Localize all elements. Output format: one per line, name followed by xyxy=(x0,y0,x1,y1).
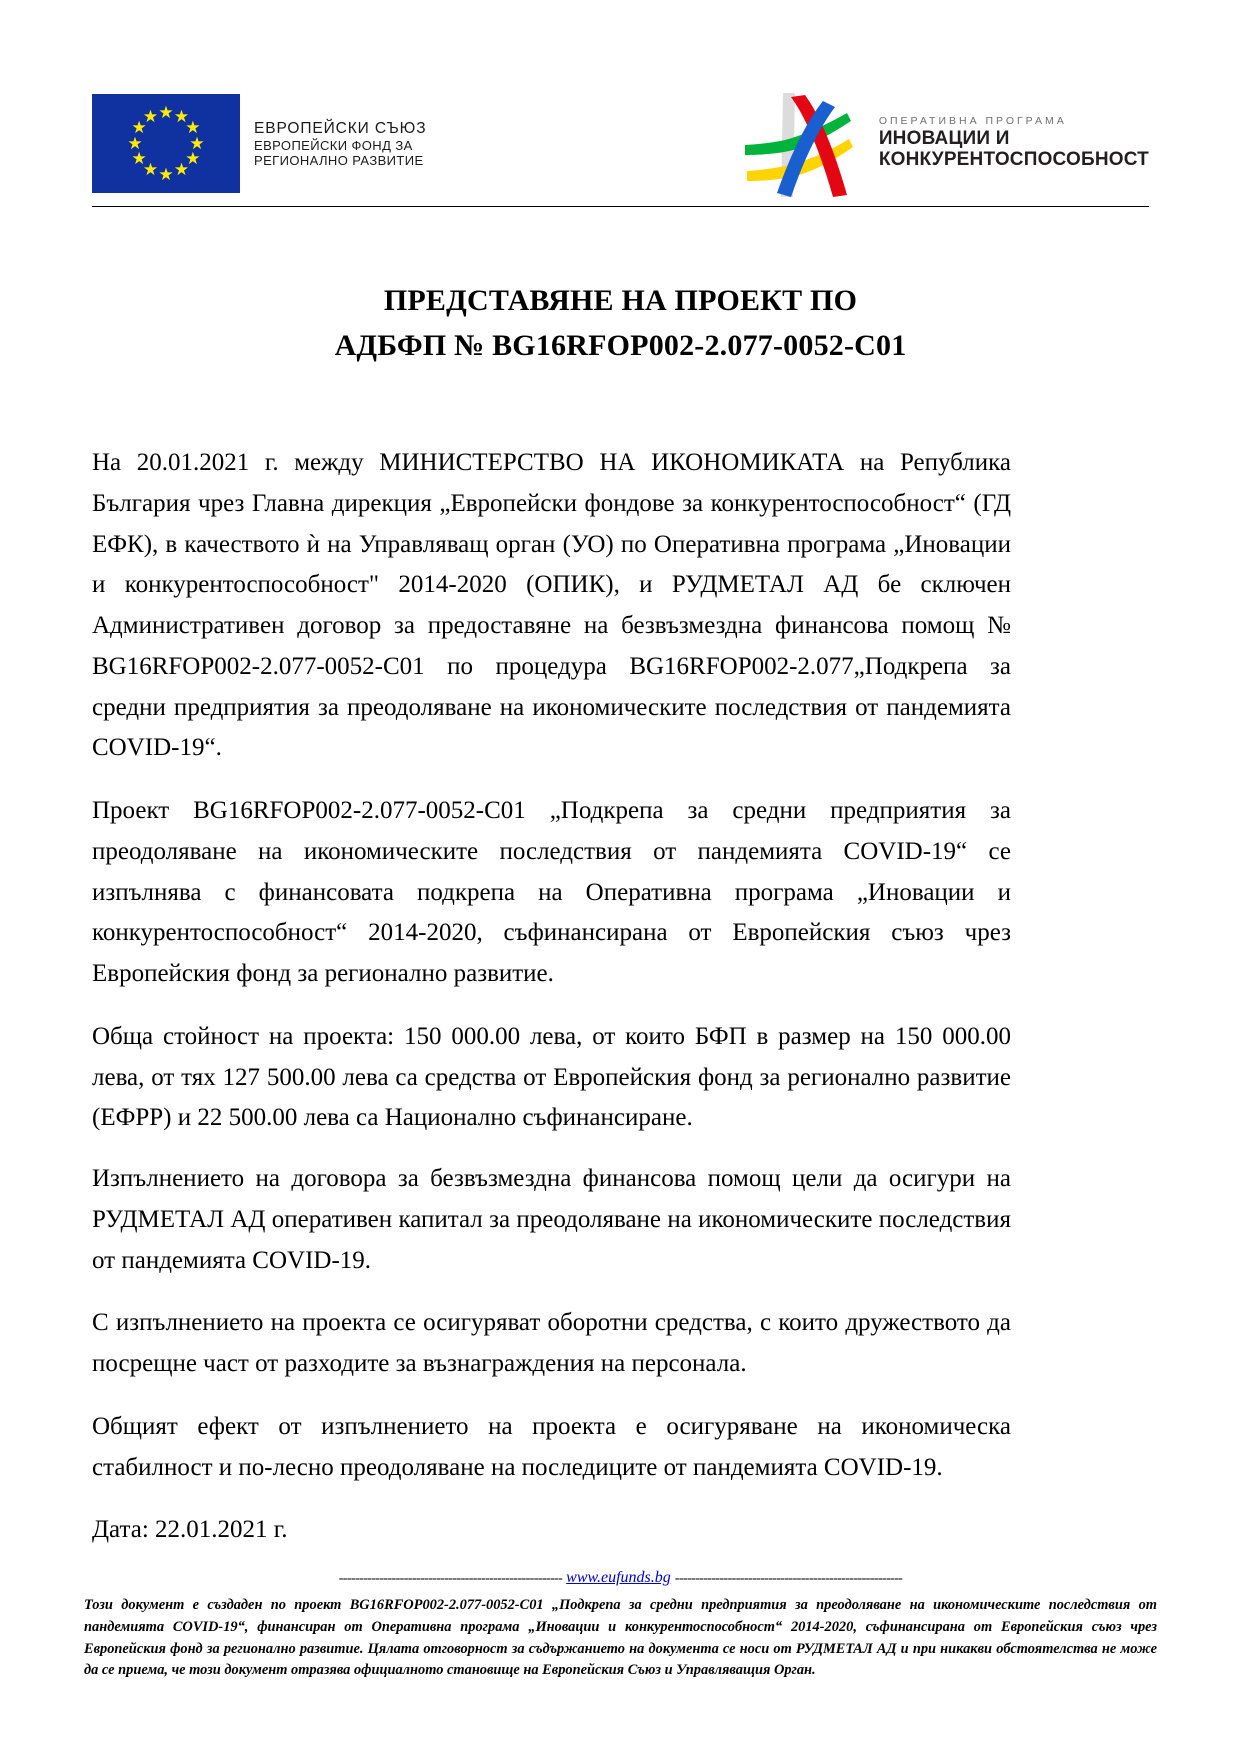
eu-star-icon: ★ xyxy=(173,160,190,180)
eu-star-icon: ★ xyxy=(185,149,201,168)
footer-disclaimer: Този документ е създаден по проект BG16RFOP002-2.077-0052-C01 „Подкрепа за средни предприятия за преодоляване на икономическите последствия от пандемията COVID-19“, финансиран от Оперативна програма „Иновации и конкурентоспособност“ 2014-2020, съфинансирана от Европейския съюз чрез Европейския фонд за регионално развитие. Цялата отговорност за съдържанието на документа се носи от РУДМЕТАЛ АД и при никакви обстоятелства не може да се приема, че този документ отразява официалното становище на Европейския Съюз и Управляващия Орган. xyxy=(84,1596,1157,1679)
eu-star-icon: ★ xyxy=(185,118,201,137)
eu-star-icon: ★ xyxy=(127,133,143,153)
eu-flag-icon xyxy=(92,94,240,193)
eu-star-icon: ★ xyxy=(158,164,174,184)
eu-star-icon: ★ xyxy=(173,106,190,126)
page-title-line1: ПРЕДСТАВЯНЕ НА ПРОЕКТ ПО xyxy=(383,284,858,317)
body-paragraph: На 20.01.2021 г. между МИНИСТЕРСТВО НА ИКОНОМИКАТА на Република България чрез Главна дирекция „Европейски фондове за конкурентоспособност“ (ГД ЕФК), в качеството ѝ на Управляващ орган (УО) по Оперативна програма „Иновации и конкурентоспособност" 2014-2020 (ОПИК), и РУДМЕТАЛ АД бе сключен Административен договор за предоставяне на безвъзмездна финансова помощ № BG16RFOP002-2.077-0052-C01 по процедура BG16RFOP002-2.077„Подкрепа за средни предприятия за преодоляване на икономическите последствия от пандемията COVID-19“. xyxy=(92,449,1011,762)
footer-separator xyxy=(84,1568,1157,1588)
eu-logo-line3: РЕГИОНАЛНО РАЗВИТИЕ xyxy=(254,153,424,169)
eu-logo-text xyxy=(254,118,426,169)
eu-logo-line1: ЕВРОПЕЙСКИ СЪЮЗ xyxy=(254,119,427,137)
opik-logo-block xyxy=(739,87,1149,199)
eufunds-link[interactable]: www.eufunds.bg xyxy=(566,1569,671,1586)
document-header xyxy=(92,78,1149,208)
opik-logo-text xyxy=(879,116,1149,170)
footer-dashes-left: ------------------------------------------------------- xyxy=(338,1571,563,1586)
opik-title-line2: КОНКУРЕНТОСПОСОБНОСТ xyxy=(878,148,1149,170)
opik-x-mark-icon xyxy=(739,87,869,199)
opik-title-line1: ИНОВАЦИИ И xyxy=(878,127,1010,149)
eu-logo-line2: ЕВРОПЕЙСКИ ФОНД ЗА xyxy=(254,137,413,153)
eu-star-icon: ★ xyxy=(158,102,174,122)
eu-logo-block xyxy=(92,94,426,193)
footer-dashes-right: -------------------------------------------------------- xyxy=(674,1571,903,1586)
body-paragraph: С изпълнението на проекта се осигуряват оборотни средства, с които дружеството да посрещне част от разходите за възнаграждения на персонала. xyxy=(92,1309,1011,1377)
page-title xyxy=(92,278,1149,368)
body-paragraph: Изпълнението на договора за безвъзмездна финансова помощ цели да осигури на РУДМЕТАЛ АД оперативен капитал за преодоляване на икономическите последствия от пандемията COVID-19. xyxy=(92,1165,1011,1274)
body-paragraph: Общият ефект от изпълнението на проекта е осигуряване на икономическа стабилност и по-лесно преодоляване на последиците от пандемията COVID-19. xyxy=(92,1412,1011,1481)
body-paragraph: Проект BG16RFOP002-2.077-0052-C01 „Подкрепа за средни предприятия за преодоляване на икономическите последствия от пандемията COVID-19“ се изпълнява с финансовата подкрепа на Оперативна програма „Иновации и конкурентоспособност“ 2014-2020, съфинансирана от Европейския съюз чрез Европейския фонд за регионално развитие. xyxy=(92,797,1011,987)
document-body xyxy=(92,443,1011,1550)
eu-star-icon: ★ xyxy=(142,160,159,180)
page-title-line2: АДБФП № BG16RFOP002-2.077-0052-C01 xyxy=(334,329,907,362)
eu-star-icon: ★ xyxy=(142,106,159,126)
document-footer xyxy=(84,1568,1157,1682)
document-date: Дата: 22.01.2021 г. xyxy=(92,1516,288,1544)
opik-programme-label: ОПЕРАТИВНА ПРОГРАМА xyxy=(878,114,1067,127)
body-paragraph: Обща стойност на проекта: 150 000.00 лева, от които БФП в размер на 150 000.00 лева, от тях 127 500.00 лева са средства от Европейския фонд за регионално развитие (ЕФРР) и 22 500.00 лева са Национално съфинансиране. xyxy=(92,1022,1011,1132)
eu-star-icon: ★ xyxy=(189,133,205,153)
eu-star-icon: ★ xyxy=(131,118,147,137)
header-divider xyxy=(92,206,1149,207)
eu-star-icon: ★ xyxy=(131,149,147,168)
